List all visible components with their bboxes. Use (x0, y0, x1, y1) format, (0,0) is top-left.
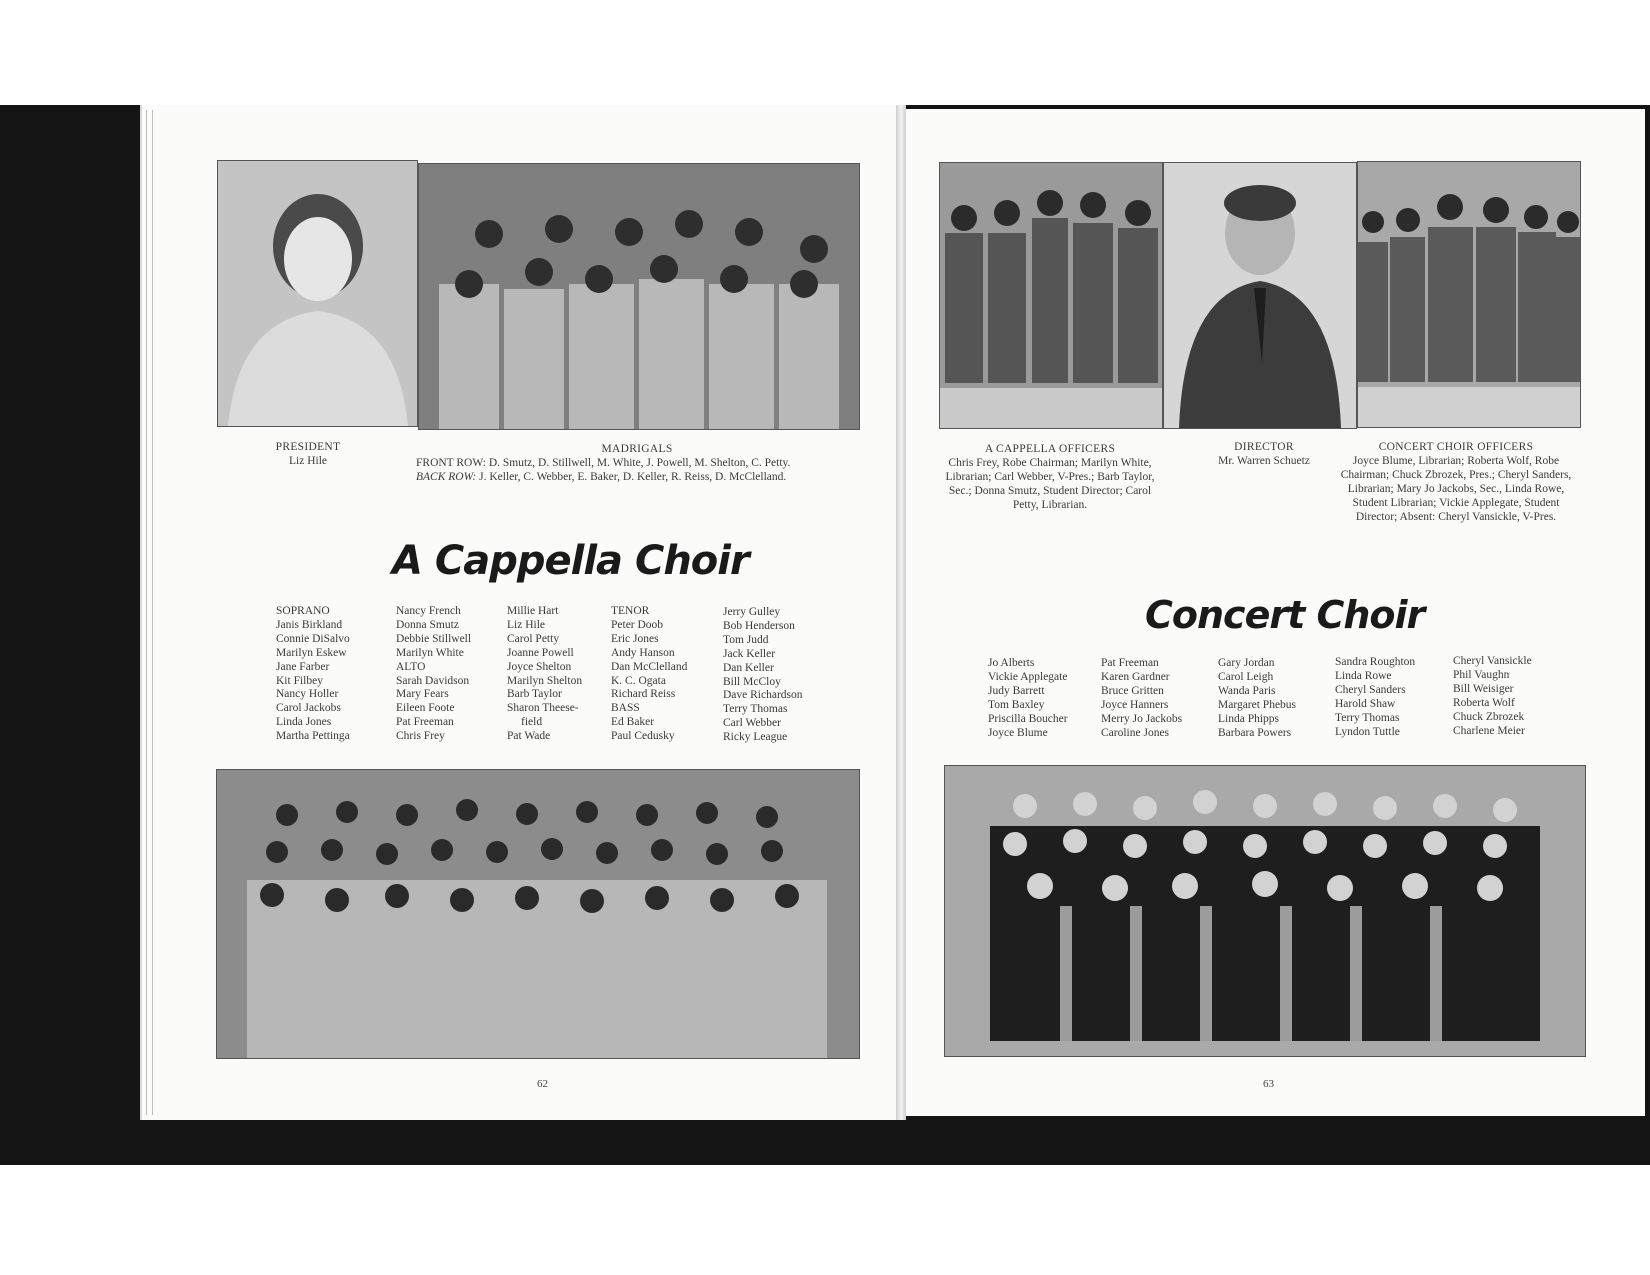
roster-name: Linda Phipps (1218, 712, 1280, 725)
president-name: Liz Hile (289, 455, 327, 467)
roster-name: Harold Shaw (1335, 697, 1396, 710)
roster-name: Bill Weisiger (1453, 682, 1514, 695)
roster-name: Margaret Phebus (1218, 698, 1297, 711)
director-caption (1200, 440, 1328, 468)
concert-officers-text: Joyce Blume, Librarian; Roberta Wolf, Robe Chairman; Chuck Zbrozek, Pres.; Cheryl Sanders, Librarian; Mary Jo Jackobs, Sec., Linda Rowe, Student Librarian; Vickie Applegate, Student Director; Absent: Cheryl Vansickle, V-Pres. (1340, 455, 1572, 523)
director-photo (1163, 162, 1357, 429)
roster-name: Sarah Davidson (396, 674, 470, 687)
roster-name: Andy Hanson (611, 646, 675, 659)
roster-name: Jerry Gulley (723, 606, 781, 618)
roster-name: Mary Fears (396, 688, 449, 701)
director-name: Mr. Warren Schuetz (1218, 455, 1310, 467)
roster-name: Chuck Zbrozek (1453, 710, 1525, 723)
concert-officers-caption (1332, 440, 1580, 524)
acappella-roster-col-4 (611, 605, 687, 744)
roster-name: Joyce Hanners (1101, 698, 1169, 711)
president-title: PRESIDENT (275, 441, 341, 453)
acappella-roster-col-5 (723, 606, 803, 745)
roster-name: Jack Keller (723, 647, 776, 660)
roster-name: Bruce Gritten (1101, 684, 1164, 697)
concert-roster-col-2 (1101, 657, 1182, 740)
roster-name: field (521, 716, 543, 729)
madrigals-photo (418, 163, 860, 430)
roster-name: Dan Keller (723, 661, 774, 674)
roster-name: Debbie Stillwell (396, 632, 472, 645)
roster-name: Wanda Paris (1218, 684, 1276, 697)
roster-name: Joanne Powell (507, 646, 574, 659)
concert-roster-col-3 (1218, 657, 1296, 740)
roster-name: Jo Alberts (988, 657, 1035, 669)
roster-name: Connie DiSalvo (276, 632, 350, 645)
roster-name: Sharon Theese- (507, 702, 579, 715)
roster-name: Linda Jones (276, 716, 332, 729)
concert-choir-heading: Concert Choir (1145, 593, 1425, 637)
back-row-names: J. Keller, C. Webber, E. Baker, D. Keller, R. Reiss, D. McClelland. (479, 471, 787, 483)
roster-name: Barb Taylor (507, 688, 562, 701)
concert-roster-col-4 (1335, 656, 1415, 739)
a-cappella-heading: A Cappella Choir (392, 538, 749, 584)
roster-name: Terry Thomas (1335, 711, 1400, 724)
roster-name: Pat Freeman (396, 716, 454, 729)
roster-name: Carol Jackobs (276, 702, 341, 715)
roster-name: Charlene Meier (1453, 724, 1525, 737)
roster-name: Sandra Roughton (1335, 656, 1416, 668)
roster-name: Eric Jones (611, 632, 659, 645)
roster-name: Richard Reiss (611, 688, 676, 701)
roster-name: Ricky League (723, 731, 788, 744)
roster-name: Dave Richardson (723, 689, 803, 702)
director-title: DIRECTOR (1234, 441, 1294, 453)
roster-name: Donna Smutz (396, 618, 459, 631)
roster-name: Caroline Jones (1101, 726, 1170, 739)
roster-name: Kit Filbey (276, 674, 323, 687)
roster-name: Janis Birkland (276, 618, 343, 631)
front-row-names: D. Smutz, D. Stillwell, M. White, J. Powell, M. Shelton, C. Petty. (488, 457, 791, 469)
roster-name: Carol Leigh (1218, 670, 1274, 683)
roster-name: Nancy Holler (276, 688, 339, 701)
roster-name: Karen Gardner (1101, 670, 1170, 683)
roster-name: ALTO (396, 660, 426, 673)
roster-name: BASS (611, 702, 640, 715)
acappella-officers-title: A CAPPELLA OFFICERS (984, 443, 1116, 455)
roster-name: Priscilla Boucher (988, 712, 1068, 725)
acappella-group-photo (216, 769, 860, 1059)
concert-officers-title: CONCERT CHOIR OFFICERS (1378, 441, 1534, 453)
page-number-right: 63 (1263, 1078, 1274, 1090)
page-edge (152, 110, 153, 1115)
roster-name: SOPRANO (276, 605, 330, 617)
roster-name: Joyce Shelton (507, 660, 572, 673)
roster-name: Pat Wade (507, 730, 551, 743)
acappella-roster-col-3 (507, 605, 582, 744)
page-edge (146, 110, 147, 1115)
roster-name: Chris Frey (396, 730, 445, 743)
roster-name: Tom Baxley (988, 698, 1045, 711)
roster-name: Nancy French (396, 605, 461, 617)
concert-group-photo (944, 765, 1586, 1057)
roster-name: Cheryl Sanders (1335, 683, 1406, 696)
roster-name: Carol Petty (507, 632, 560, 645)
roster-name: Vickie Applegate (988, 670, 1068, 683)
acappella-officers-text: Chris Frey, Robe Chairman; Marilyn White, Librarian; Carl Webber, V-Pres.; Barb Taylor, Sec.; Donna Smutz, Student Director; Carol Petty, Librarian. (945, 457, 1155, 511)
front-row-label: FRONT ROW: (416, 457, 486, 469)
roster-name: Gary Jordan (1218, 657, 1275, 669)
roster-name: Roberta Wolf (1453, 696, 1515, 709)
roster-name: Eileen Foote (396, 702, 455, 715)
page-number-left: 62 (537, 1078, 548, 1090)
acappella-roster-col-2 (396, 605, 471, 744)
roster-name: Terry Thomas (723, 703, 788, 716)
president-photo (217, 160, 418, 427)
president-caption (258, 440, 358, 468)
roster-name: Marilyn Eskew (276, 646, 347, 659)
concert-officers-photo (1357, 161, 1581, 428)
roster-name: TENOR (611, 605, 650, 617)
roster-name: Martha Pettinga (276, 730, 350, 743)
roster-name: Carl Webber (723, 717, 781, 730)
roster-name: Lyndon Tuttle (1335, 725, 1400, 738)
roster-name: Liz Hile (507, 618, 545, 631)
roster-name: Joyce Blume (988, 726, 1048, 739)
madrigals-title: MADRIGALS (601, 443, 673, 455)
roster-name: Marilyn White (396, 646, 464, 659)
roster-name: Barbara Powers (1218, 726, 1292, 739)
back-row-label: BACK ROW: (416, 471, 477, 483)
book-gutter (896, 105, 906, 1120)
roster-name: K. C. Ogata (611, 674, 666, 687)
acappella-roster-col-1 (276, 605, 350, 744)
concert-roster-col-1 (988, 657, 1068, 740)
acappella-officers-caption (939, 442, 1161, 512)
concert-roster-col-5 (1453, 655, 1532, 738)
roster-name: Jane Farber (276, 660, 330, 673)
roster-name: Marilyn Shelton (507, 674, 583, 687)
roster-name: Merry Jo Jackobs (1101, 712, 1183, 725)
roster-name: Pat Freeman (1101, 657, 1159, 669)
roster-name: Bill McCloy (723, 675, 781, 688)
roster-name: Bob Henderson (723, 619, 795, 632)
madrigals-caption (416, 442, 858, 484)
roster-name: Linda Rowe (1335, 669, 1392, 682)
officers-photo (939, 162, 1163, 429)
roster-name: Millie Hart (507, 605, 559, 617)
roster-name: Phil Vaughn (1453, 668, 1510, 681)
roster-name: Paul Cedusky (611, 730, 675, 743)
roster-name: Dan McClelland (611, 660, 688, 673)
roster-name: Judy Barrett (988, 684, 1045, 697)
roster-name: Cheryl Vansickle (1453, 655, 1532, 667)
roster-name: Peter Doob (611, 618, 664, 631)
roster-name: Tom Judd (723, 633, 769, 646)
roster-name: Ed Baker (611, 716, 655, 729)
